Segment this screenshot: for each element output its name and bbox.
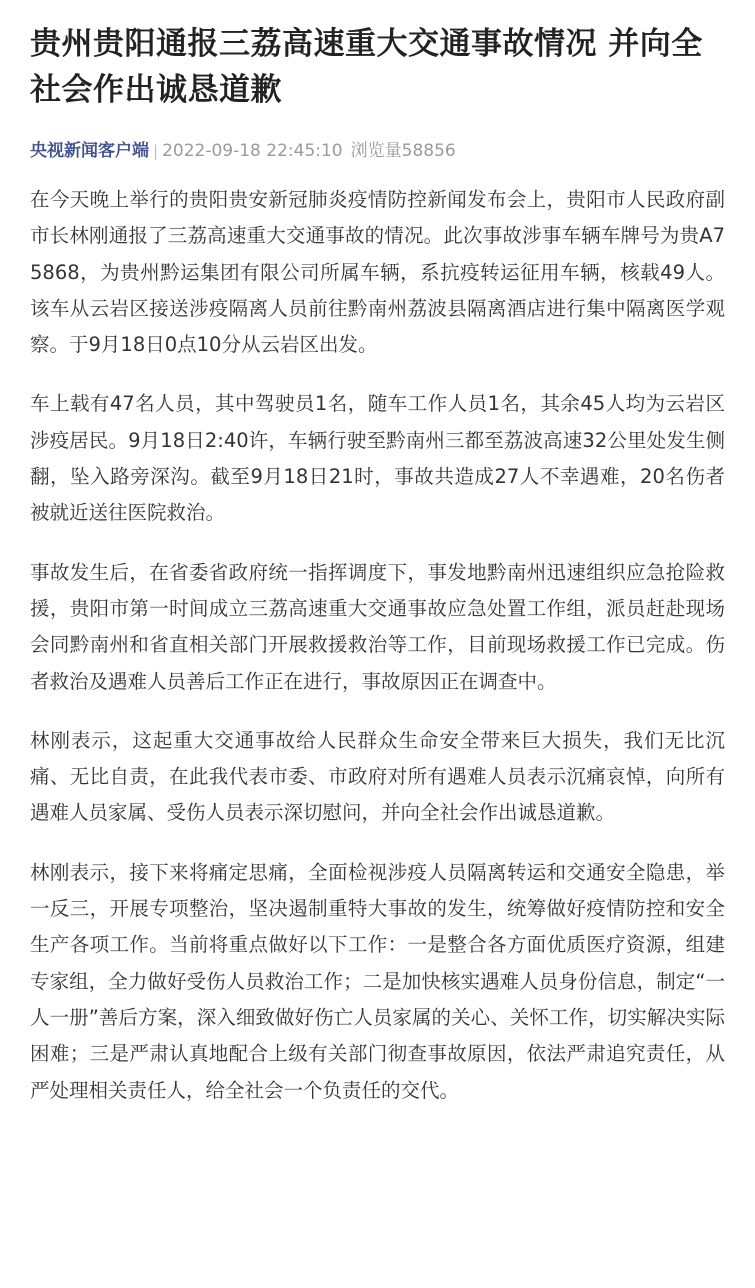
article-paragraph: 车上载有47名人员，其中驾驶员1名，随车工作人员1名，其余45人均为云岩区涉疫居民。9月18日2:40许，车辆行驶至黔南州三都至荔波高速32公里处发生侧翻，坠入路旁深沟。截至9月18日21时，事故共造成27人不幸遇难，20名伤者被就近送往医院救治。	[30, 392, 725, 525]
article-body	[30, 182, 725, 1109]
article-paragraph: 在今天晚上举行的贵阳贵安新冠肺炎疫情防控新闻发布会上，贵阳市人民政府副市长林刚通报了三荔高速重大交通事故的情况。此次事故涉事车辆车牌号为贵A75868，为贵州黔运集团有限公司所属车辆，系抗疫转运征用车辆，核载49人。该车从云岩区接送涉疫隔离人员前往黔南州荔波县隔离酒店进行集中隔离医学观察。于9月18日0点10分从云岩区出发。	[30, 188, 725, 357]
view-count: 浏览量58856	[350, 141, 456, 161]
meta-separator: |	[153, 142, 159, 160]
source-link[interactable]: 央视新闻客户端	[30, 141, 149, 161]
publish-datetime: 2022-09-18 22:45:10	[162, 141, 343, 161]
article-title: 贵州贵阳通报三荔高速重大交通事故情况 并向全社会作出诚恳道歉	[30, 26, 703, 108]
article-paragraph: 林刚表示，这起重大交通事故给人民群众生命安全带来巨大损失，我们无比沉痛、无比自责，在此我代表市委、市政府对所有遇难人员表示沉痛哀悼，向所有遇难人员家属、受伤人员表示深切慰问，并向全社会作出诚恳道歉。	[30, 728, 725, 825]
article-paragraph: 事故发生后，在省委省政府统一指挥调度下，事发地黔南州迅速组织应急抢险救援，贵阳市第一时间成立三荔高速重大交通事故应急处置工作组，派员赶赴现场会同黔南州和省直相关部门开展救援救治等工作，目前现场救援工作已完成。伤者救治及遇难人员善后工作正在进行，事故原因正在调查中。	[30, 560, 725, 693]
article-meta	[30, 139, 725, 163]
article-paragraph: 林刚表示，接下来将痛定思痛，全面检视涉疫人员隔离转运和交通安全隐患，举一反三，开展专项整治，坚决遏制重特大事故的发生，统筹做好疫情防控和安全生产各项工作。当前将重点做好以下工作：一是整合各方面优质医疗资源，组建专家组，全力做好受伤人员救治工作；二是加快核实遇难人员身份信息，制定“一人一册”善后方案，深入细致做好伤亡人员家属的关心、关怀工作，切实解决实际困难；三是严肃认真地配合上级有关部门彻查事故原因，依法严肃追究责任，从严处理相关责任人，给全社会一个负责任的交代。	[30, 860, 725, 1102]
